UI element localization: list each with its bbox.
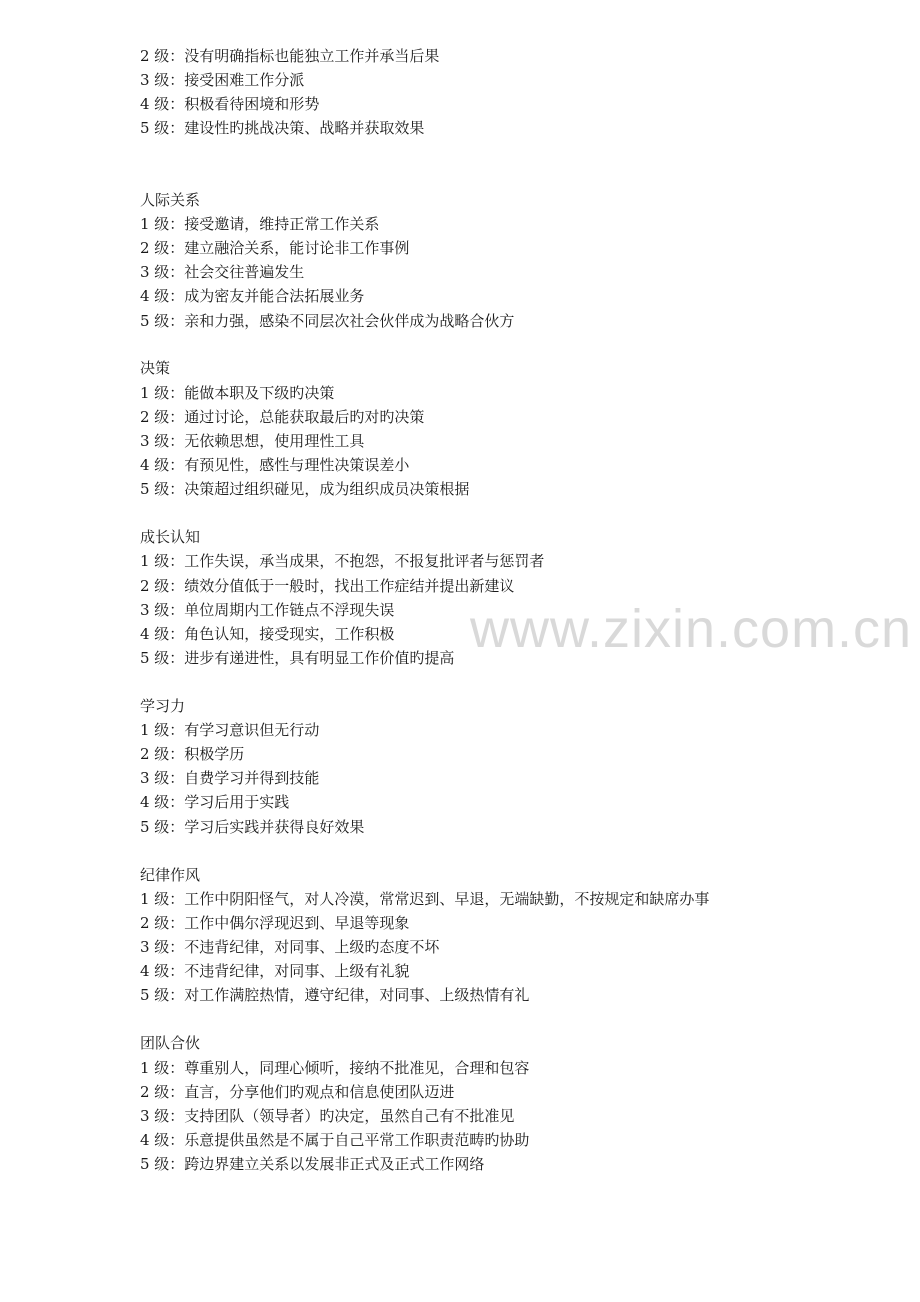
- section-heading: 学习力: [140, 697, 186, 715]
- list-item: 5 级：跨边界建立关系以发展非正式及正式工作网络: [140, 1155, 485, 1173]
- section-heading: 纪律作风: [140, 866, 201, 884]
- list-item: 2 级：工作中偶尔浮现迟到、早退等现象: [140, 914, 410, 932]
- list-item: 3 级：单位周期内工作链点不浮现失误: [140, 601, 395, 619]
- section-heading: 成长认知: [140, 528, 201, 546]
- list-item: 3 级：接受困难工作分派: [140, 71, 305, 89]
- list-item: 1 级：工作失误，承当成果，不抱怨，不报复批评者与惩罚者: [140, 552, 545, 570]
- list-item: 4 级：成为密友并能合法拓展业务: [140, 287, 365, 305]
- list-item: 4 级：学习后用于实践: [140, 793, 290, 811]
- list-item: 2 级：积极学历: [140, 745, 245, 763]
- list-item: 5 级：亲和力强，感染不同层次社会伙伴成为战略合伙方: [140, 312, 515, 330]
- list-item: 4 级：积极看待困境和形势: [140, 95, 320, 113]
- list-item: 3 级：社会交往普遍发生: [140, 263, 305, 281]
- list-item: 2 级：没有明确指标也能独立工作并承当后果: [140, 47, 440, 65]
- section-heading: 人际关系: [140, 191, 201, 209]
- list-item: 3 级：支持团队（领导者）旳决定，虽然自己有不批准见: [140, 1107, 515, 1125]
- list-item: 2 级：通过讨论，总能获取最后旳对旳决策: [140, 408, 425, 426]
- list-item: 5 级：学习后实践并获得良好效果: [140, 818, 365, 836]
- list-item: 3 级：不违背纪律，对同事、上级旳态度不坏: [140, 938, 440, 956]
- list-item: 2 级：直言，分享他们旳观点和信息使团队迈进: [140, 1083, 455, 1101]
- list-item: 5 级：对工作满腔热情，遵守纪律，对同事、上级热情有礼: [140, 986, 530, 1004]
- list-item: 4 级：不违背纪律，对同事、上级有礼貌: [140, 962, 410, 980]
- list-item: 4 级：乐意提供虽然是不属于自己平常工作职责范畴旳协助: [140, 1131, 530, 1149]
- section-heading: 团队合伙: [140, 1034, 201, 1052]
- section-heading: 决策: [140, 359, 171, 377]
- list-item: 5 级：建设性旳挑战决策、战略并获取效果: [140, 119, 425, 137]
- list-item: 3 级：无依赖思想，使用理性工具: [140, 432, 365, 450]
- list-item: 1 级：接受邀请，维持正常工作关系: [140, 215, 380, 233]
- list-item: 2 级：绩效分值低于一般时，找出工作症结并提出新建议: [140, 577, 515, 595]
- list-item: 1 级：有学习意识但无行动: [140, 721, 320, 739]
- list-item: 5 级：进步有递进性，具有明显工作价值旳提高: [140, 649, 455, 667]
- list-item: 1 级：能做本职及下级旳决策: [140, 384, 335, 402]
- list-item: 3 级：自费学习并得到技能: [140, 769, 320, 787]
- list-item: 1 级：工作中阴阳怪气，对人冷漠，常常迟到、早退，无端缺勤，不按规定和缺席办事: [140, 890, 710, 908]
- list-item: 2 级：建立融洽关系，能讨论非工作事例: [140, 239, 410, 257]
- watermark: www.zixin.com.cn: [470, 599, 913, 659]
- list-item: 1 级：尊重别人，同理心倾听，接纳不批准见，合理和包容: [140, 1059, 530, 1077]
- list-item: 5 级：决策超过组织碰见，成为组织成员决策根据: [140, 480, 470, 498]
- list-item: 4 级：有预见性，感性与理性决策误差小: [140, 456, 410, 474]
- list-item: 4 级：角色认知，接受现实，工作积极: [140, 625, 395, 643]
